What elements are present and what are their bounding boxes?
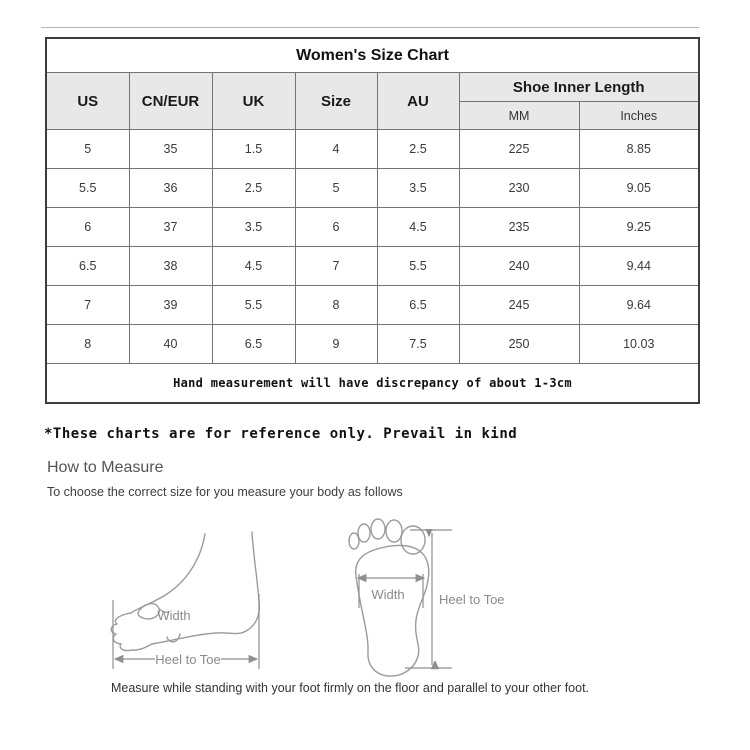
chart-title: Women's Size Chart bbox=[46, 38, 699, 73]
side-heel-to-toe-label: Heel to Toe bbox=[155, 652, 221, 667]
how-to-measure-subtitle: To choose the correct size for you measure your body as follows bbox=[47, 485, 403, 499]
col-header-size: Size bbox=[295, 73, 377, 130]
table-title-row bbox=[46, 38, 699, 73]
table-cell: 7 bbox=[46, 286, 129, 325]
reference-note: *These charts are for reference only. Prevail in kind bbox=[44, 426, 518, 442]
table-cell: 8 bbox=[295, 286, 377, 325]
size-rows bbox=[46, 130, 699, 364]
table-row bbox=[46, 286, 699, 325]
table-row bbox=[46, 325, 699, 364]
table-cell: 35 bbox=[129, 130, 212, 169]
measure-caption: Measure while standing with your foot firmly on the floor and parallel to your other foot. bbox=[110, 681, 590, 695]
table-cell: 2.5 bbox=[377, 130, 459, 169]
table-row bbox=[46, 247, 699, 286]
col-header-shoe-inner-length: Shoe Inner Length bbox=[459, 73, 699, 102]
table-cell: 10.03 bbox=[579, 325, 699, 364]
table-cell: 6.5 bbox=[377, 286, 459, 325]
table-header-row bbox=[46, 73, 699, 102]
table-cell: 5.5 bbox=[46, 169, 129, 208]
table-cell: 9.05 bbox=[579, 169, 699, 208]
table-footnote-row bbox=[46, 364, 699, 404]
table-cell: 7 bbox=[295, 247, 377, 286]
table-cell: 225 bbox=[459, 130, 579, 169]
table-cell: 250 bbox=[459, 325, 579, 364]
table-cell: 6 bbox=[46, 208, 129, 247]
table-cell: 4.5 bbox=[377, 208, 459, 247]
table-cell: 5 bbox=[295, 169, 377, 208]
table-cell: 4.5 bbox=[212, 247, 295, 286]
col-header-cneur: CN/EUR bbox=[129, 73, 212, 130]
foot-side-view-diagram bbox=[105, 528, 270, 676]
table-cell: 9.25 bbox=[579, 208, 699, 247]
table-cell: 6.5 bbox=[212, 325, 295, 364]
col-header-inches: Inches bbox=[579, 102, 699, 130]
table-cell: 245 bbox=[459, 286, 579, 325]
top-width-label: Width bbox=[371, 587, 405, 602]
table-cell: 38 bbox=[129, 247, 212, 286]
table-cell: 7.5 bbox=[377, 325, 459, 364]
table-cell: 40 bbox=[129, 325, 212, 364]
side-width-label: Width bbox=[157, 608, 191, 623]
table-row bbox=[46, 208, 699, 247]
table-row bbox=[46, 130, 699, 169]
table-row bbox=[46, 169, 699, 208]
table-cell: 8.85 bbox=[579, 130, 699, 169]
table-cell: 5.5 bbox=[212, 286, 295, 325]
table-cell: 2.5 bbox=[212, 169, 295, 208]
size-chart-table bbox=[45, 37, 700, 404]
table-cell: 5 bbox=[46, 130, 129, 169]
table-footnote: Hand measurement will have discrepancy of about 1-3cm bbox=[46, 364, 699, 404]
table-cell: 9 bbox=[295, 325, 377, 364]
table-cell: 6.5 bbox=[46, 247, 129, 286]
table-cell: 3.5 bbox=[377, 169, 459, 208]
table-cell: 39 bbox=[129, 286, 212, 325]
table-cell: 4 bbox=[295, 130, 377, 169]
table-cell: 8 bbox=[46, 325, 129, 364]
table-cell: 9.64 bbox=[579, 286, 699, 325]
table-cell: 240 bbox=[459, 247, 579, 286]
table-cell: 37 bbox=[129, 208, 212, 247]
table-cell: 230 bbox=[459, 169, 579, 208]
col-header-us: US bbox=[46, 73, 129, 130]
top-heel-to-toe-label: Heel to Toe bbox=[439, 592, 505, 607]
col-header-mm: MM bbox=[459, 102, 579, 130]
table-cell: 9.44 bbox=[579, 247, 699, 286]
table-cell: 36 bbox=[129, 169, 212, 208]
foot-outline bbox=[111, 532, 259, 651]
foot-top-view-diagram bbox=[340, 498, 515, 693]
table-cell: 3.5 bbox=[212, 208, 295, 247]
col-header-au: AU bbox=[377, 73, 459, 130]
col-header-uk: UK bbox=[212, 73, 295, 130]
table-cell: 6 bbox=[295, 208, 377, 247]
table-cell: 235 bbox=[459, 208, 579, 247]
how-to-measure-heading: How to Measure bbox=[47, 459, 164, 476]
top-divider bbox=[41, 27, 699, 28]
table-cell: 1.5 bbox=[212, 130, 295, 169]
table-cell: 5.5 bbox=[377, 247, 459, 286]
